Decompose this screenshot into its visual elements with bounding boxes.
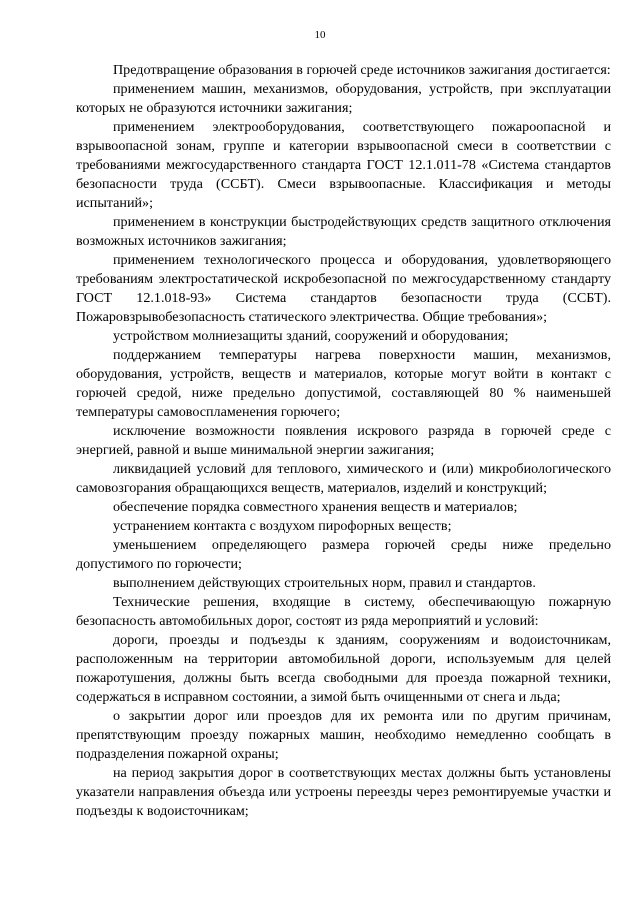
paragraph: о закрытии дорог или проездов для их ремонта или по другим причинам, препятствующим проезду пожарных машин, необходимо немедленно сообщать в подразделения пожарной охраны;	[76, 708, 611, 762]
page-number: 10	[314, 29, 326, 41]
paragraph: дороги, проезды и подъезды к зданиям, сооружениям и водоисточникам, расположенным на территории автомобильной дороги, используемым для целей пожаротушения, должны быть всегда свободными для проезда пожарной техники, содержаться в исправном состоянии, а зимой быть очищенными от снега и льда;	[76, 632, 611, 705]
paragraph: применением машин, механизмов, оборудования, устройств, при эксплуатации которых не образуются источники зажигания;	[76, 81, 611, 116]
paragraph: устройством молниезащиты зданий, сооружений и оборудования;	[113, 328, 509, 344]
paragraph: применением электрооборудования, соответствующего пожароопасной и взрывоопасной зонам, группе и категории взрывоопасной смеси в соответствии с требованиями межгосударственного стандарта ГОСТ 12.1.011-78 «Система стандартов безопасности труда (ССБТ). Смеси взрывоопасные. Классификация и методы испытаний»;	[76, 119, 611, 211]
paragraph: выполнением действующих строительных норм, правил и стандартов.	[113, 575, 536, 591]
paragraph: на период закрытия дорог в соответствующих местах должны быть установлены указатели направления объезда или устроены переезды через ремонтируемые участки и подъезды к водоисточникам;	[76, 765, 611, 819]
paragraph: Технические решения, входящие в систему, обеспечивающую пожарную безопасность автомобильных дорог, состоят из ряда мероприятий и условий:	[76, 594, 611, 629]
paragraph: обеспечение порядка совместного хранения веществ и материалов;	[113, 499, 518, 515]
paragraph: исключение возможности появления искрового разряда в горючей среде с энергией, равной и выше минимальной энергии зажигания;	[76, 423, 611, 458]
document-body	[76, 61, 611, 821]
paragraph: ликвидацией условий для теплового, химического и (или) микробиологического самовозгорания обращающихся веществ, материалов, изделий и конструкций;	[76, 461, 611, 496]
paragraph: уменьшением определяющего размера горючей среды ниже предельно допустимого по горючести;	[76, 537, 611, 572]
paragraph: применением в конструкции быстродействующих средств защитного отключения возможных источников зажигания;	[76, 214, 611, 249]
paragraph: устранением контакта с воздухом пирофорных веществ;	[113, 518, 452, 534]
paragraph: Предотвращение образования в горючей среде источников зажигания достигается:	[113, 62, 611, 78]
paragraph: поддержанием температуры нагрева поверхности машин, механизмов, оборудования, устройств, веществ и материалов, которые могут войти в контакт с горючей средой, ниже предельно допустимой, составляющей 80 % наименьшей температуры самовоспламенения горючего;	[76, 347, 611, 420]
paragraph: применением технологического процесса и оборудования, удовлетворяющего требованиям электростатической искробезопасной по межгосударственному стандарту ГОСТ 12.1.018-93» Система стандартов безопасности труда (ССБТ). Пожаровзрывобезопасность статического электричества. Общие требования»;	[76, 252, 611, 325]
